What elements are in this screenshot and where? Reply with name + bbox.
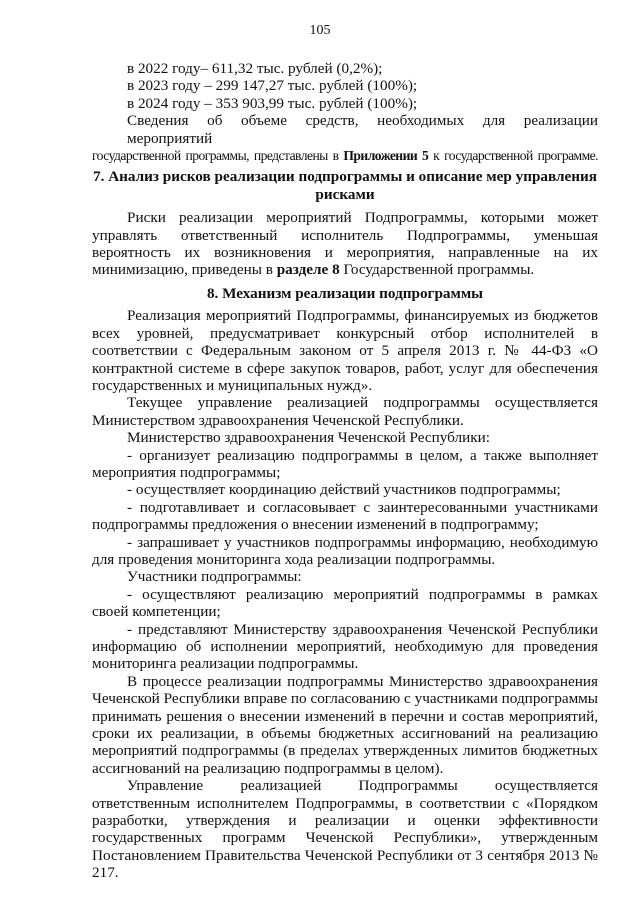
funding-note-appendix: Приложении 5 — [343, 148, 429, 164]
section8-paragraph-1: Реализация мероприятий Подпрограммы, финансируемых из бюджетов всех уровней, предусматривает конкурсный отбор исполнителей в соответствии с Федеральным законом от 5 апреля 2013 г. № 44-ФЗ «О контрактной системе в сфере закупок товаров, работ, услуг для обеспечения государственных и муниципальных нужд». — [92, 307, 598, 394]
participant-item: - осуществляют реализацию мероприятий подпрограммы в рамках своей компетенции; — [92, 585, 598, 621]
page-number: 105 — [309, 23, 331, 38]
ministry-item: - подготавливает и согласовывает с заинтересованными участниками подпрограммы предложения о внесении изменений в подпрограмму; — [92, 498, 598, 534]
section7-text-a: Риски реализации мероприятий Подпрограммы, которыми может управлять ответственный исполнитель Подпрограммы, уменьшая вероятность их возникновения и мероприятия, направленные на их минимизацию, приведены в — [92, 209, 598, 279]
funding-2022: в 2022 году– 611,32 тыс. рублей (0,2%); — [127, 60, 383, 77]
funding-2024: в 2024 году – 353 903,99 тыс. рублей (100%); — [127, 94, 418, 112]
funding-2023: в 2023 году – 299 147,27 тыс. рублей (100%); — [127, 77, 418, 95]
section8-paragraph-3: Министерство здравоохранения Чеченской Республики: — [127, 429, 490, 447]
funding-note-text-b: к государственной программе. — [428, 148, 598, 164]
section8-paragraph-6: Управление реализацией Подпрограммы осуществляется ответственным исполнителем Подпрограммы, в соответствии с «Порядком разработки, утверждения и реализации и оценки эффективности государственных программ Чеченской Республики», утвержденным Постановлением Правительства Чеченской Республики от 3 сентября 2013 № 217. — [92, 777, 598, 882]
participant-item: - представляют Министерству здравоохранения Чеченской Республики информацию об исполнении мероприятий, необходимую для проведения мониторинга реализации подпрограммы. — [92, 620, 598, 673]
ministry-item: - запрашивает у участников подпрограммы информацию, необходимую для проведения мониторинга хода реализации подпрограммы. — [92, 533, 598, 568]
page-body — [92, 60, 598, 882]
funding-note-line2 — [92, 147, 598, 164]
funding-note-line1: Сведения об объеме средств, необходимых для реализации мероприятий — [127, 112, 598, 147]
ministry-item: - осуществляет координацию действий участников подпрограммы; — [127, 481, 561, 499]
section7-heading: 7. Анализ рисков реализации подпрограммы и описание мер управления рисками — [93, 168, 597, 203]
section8-paragraph-2: Текущее управление реализацией подпрограммы осуществляется Министерством здравоохранения Чеченской Республики. — [92, 394, 598, 429]
section7-paragraph — [92, 209, 598, 279]
section8-heading: 8. Механизм реализации подпрограммы — [206, 284, 484, 302]
section7-text-b: Государственной программы. — [339, 261, 535, 279]
section7-reference: разделе 8 — [276, 261, 340, 279]
ministry-item: - организует реализацию подпрограммы в целом, а также выполняет мероприятия подпрограммы; — [92, 446, 598, 481]
section8-paragraph-5: В процессе реализации подпрограммы Министерство здравоохранения Чеченской Республики вправе по согласованию с участниками подпрограммы принимать решения о внесении изменений в перечни и состав мероприятий, сроки их реализации, в объемы бюджетных ассигнований на реализацию мероприятий подпрограммы (в пределах утвержденных лимитов бюджетных ассигнований на реализацию подпрограммы в целом). — [92, 672, 598, 777]
section8-paragraph-4: Участники подпрограммы: — [127, 568, 302, 586]
funding-note-text-a: государственной программы, представлены в — [92, 148, 344, 164]
